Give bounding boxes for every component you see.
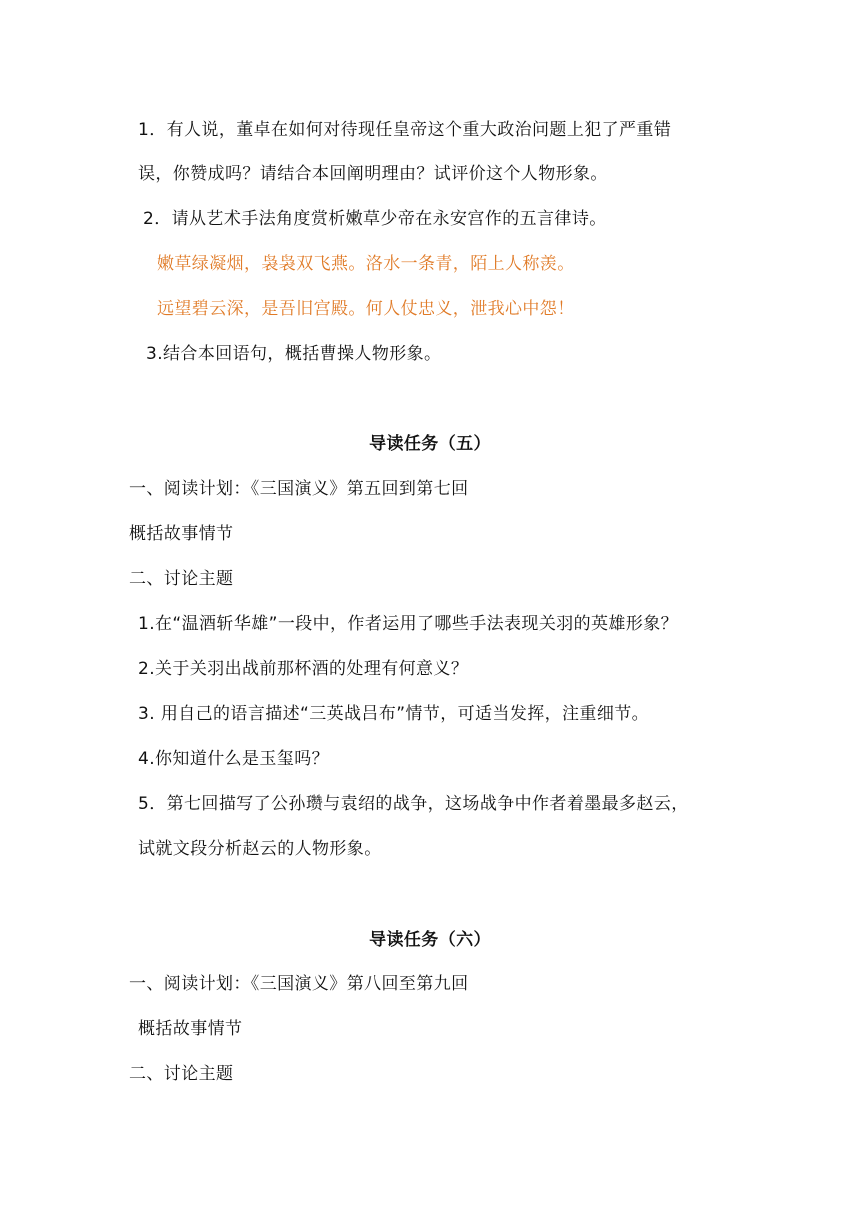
task-six-title: 导读任务（六） xyxy=(369,930,491,950)
task-five-question-5-line-2: 试就文段分析赵云的人物形象。 xyxy=(138,839,382,859)
poem-line-2: 远望碧云深，是吾旧宫殿。何人仗忠义，泄我心中怨！ xyxy=(157,299,575,319)
task-five-question-5-line-1: 5．第七回描写了公孙瓒与袁绍的战争，这场战争中作者着墨最多赵云， xyxy=(138,794,689,814)
task-five-discussion-heading: 二、讨论主题 xyxy=(129,569,234,589)
task-six-discussion-heading: 二、讨论主题 xyxy=(129,1064,234,1084)
question-2: 2．请从艺术手法角度赏析嫩草少帝在永安宫作的五言律诗。 xyxy=(143,209,607,229)
poem-line-1: 嫩草绿凝烟，袅袅双飞燕。洛水一条青，陌上人称羡。 xyxy=(157,254,575,274)
question-3: 3.结合本回语句，概括曹操人物形象。 xyxy=(146,344,442,364)
question-1-line-2: 误，你赞成吗？请结合本回阐明理由？试评价这个人物形象。 xyxy=(138,164,608,184)
task-five-question-1: 1.在“温酒斩华雄”一段中，作者运用了哪些手法表现关羽的英雄形象？ xyxy=(138,614,679,634)
task-five-summary: 概括故事情节 xyxy=(129,524,234,544)
task-five-title: 导读任务（五） xyxy=(369,434,491,454)
task-six-summary: 概括故事情节 xyxy=(138,1019,243,1039)
question-1-line-1: 1．有人说，董卓在如何对待现任皇帝这个重大政治问题上犯了严重错 xyxy=(138,120,672,140)
task-five-question-4: 4.你知道什么是玉玺吗？ xyxy=(138,749,330,769)
task-five-plan: 一、阅读计划：《三国演义》第五回到第七回 xyxy=(129,479,469,499)
task-five-question-3: 3. 用自己的语言描述“三英战吕布”情节，可适当发挥，注重细节。 xyxy=(138,704,650,724)
task-five-question-2: 2.关于关羽出战前那杯酒的处理有何意义？ xyxy=(138,659,469,679)
task-six-plan: 一、阅读计划：《三国演义》第八回至第九回 xyxy=(129,974,469,994)
